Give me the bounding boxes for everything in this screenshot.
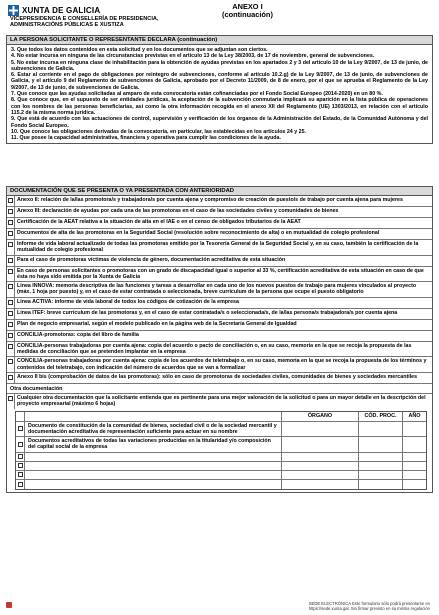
- xunta-emblem-icon: [8, 5, 19, 16]
- documentation-section: [6, 186, 433, 493]
- doc-row: [7, 331, 432, 342]
- cod-proc-cell[interactable]: [358, 437, 402, 452]
- cod-proc-cell[interactable]: [358, 471, 402, 479]
- table-row: [16, 437, 426, 453]
- declaration-title: LA PERSONA SOLICITANTE O REPRESENTANTE DECLARA (continuación): [7, 36, 432, 45]
- doc-checkbox[interactable]: [8, 333, 13, 338]
- doc-checkbox[interactable]: [8, 344, 13, 349]
- doc-row: [7, 267, 432, 283]
- doc-label: Anexo II bis (comprobación de datos de las promotoras): sólo en caso de promotoras de sociedades civiles, comunidades de bienes y sociedades mercantiles: [14, 373, 432, 383]
- doc-label: Cualquier otra documentación que la solicitante entienda que es pertinente para una mejor valoración de la solicitud o para un mayor detalle en la descripción del proyecto empresarial (máximo 6 hojas): [14, 394, 432, 409]
- doc-label: Certificación de la AEAT relativa a la situación de alta en el IAE o en el censo de obligados tributarios de la AEAT: [14, 218, 432, 228]
- ano-cell[interactable]: [402, 422, 426, 437]
- doc-label: En caso de personas solicitantes o promotoras con un grado de discapacidad igual o superior al 33 %, certificación acreditativa de esta situación en caso de que ésta no haya sido emitida por la Xunta de Galicia: [14, 267, 432, 282]
- organo-cell[interactable]: [281, 453, 358, 461]
- declaration-item: 7. Que conoce que las ayudas solicitadas al amparo de esta convocatoria están cofinanciadas por el Fondo Social Europeo (2014-2020) en un 80 %.: [11, 91, 383, 98]
- doc-checkbox[interactable]: [8, 231, 13, 236]
- doc-row: [7, 207, 432, 218]
- doc-label: Plan de negocio empresarial, según el modelo publicado en la página web de la Secretaría General de Igualdad: [14, 320, 432, 330]
- table-row-label-input[interactable]: [24, 462, 281, 470]
- doc-row: [7, 256, 432, 267]
- doc-row-other: [7, 394, 432, 409]
- doc-checkbox[interactable]: [8, 242, 13, 247]
- other-documentation-title: Otra documentación: [7, 384, 432, 394]
- table-row-checkbox[interactable]: [18, 482, 23, 487]
- doc-checkbox[interactable]: [8, 300, 13, 305]
- annex-title: ANEXO I: [232, 2, 263, 11]
- doc-checkbox[interactable]: [8, 198, 13, 203]
- sede-electronica-icon: [6, 602, 12, 608]
- doc-label: Documentos de alta de las promotoras en la Seguridad Social (resolución sobre reconocimiento de alta) o en mutualidad de colegio profesional: [14, 229, 432, 239]
- organo-cell[interactable]: [281, 480, 358, 489]
- declaration-item: 8. Que conoce que, en el supuesto de ser entidades jurídicas, la aceptación de la subvención conmutaria implicará su aparición en la lista pública de operaciones con los nombres de las personas beneficiarias, así como la otra información recogida en el anexo XII del Reglamento (UE) 1303/2013, en relación con el artículo 115.2 de la misma norma jurídica.: [11, 97, 428, 116]
- doc-row: [7, 282, 432, 298]
- doc-label: Anexo III: declaración de ayudas por cada una de las promotoras en el caso de las sociedades civiles y comunidades de bienes: [14, 207, 432, 217]
- doc-row: [7, 196, 432, 207]
- doc-label: CONCILIA-promotoras: copia del libro de familia: [14, 331, 432, 341]
- doc-row: [7, 320, 432, 331]
- column-ano: AÑO: [402, 412, 426, 421]
- table-row-checkbox[interactable]: [18, 454, 23, 459]
- doc-checkbox[interactable]: [8, 284, 13, 289]
- table-row: [16, 422, 426, 438]
- declaration-item: 6. Estar al corriente en el pago de obligaciones por reintegro de subvenciones, conforme al artículo 10.2.g) de la Ley 9/2007, de 13 de junio, de subvenciones de Galicia, y el artículo 9 del Reglamento de subvenciones de Galicia, aprobado por el Decreto 11/2009, de 8 de enero, por el que se aprueba el Reglamento de la Ley 9/2007, de 13 de junio, de subvenciones de Galicia.: [11, 72, 428, 91]
- table-row-checkbox[interactable]: [18, 463, 23, 468]
- doc-checkbox[interactable]: [8, 375, 13, 380]
- annex-subtitle: (continuación): [222, 10, 273, 20]
- footer-text: SEDE ELECTRÓNICA Este formulario sólo podrá presentarse en https://sede.xunta.gal. Sin firmar previsto en su misma regulación: [308, 601, 430, 611]
- brand-name: XUNTA DE GALICIA: [22, 5, 101, 15]
- declaration-section: [6, 35, 433, 144]
- doc-label: CONCILIA-personas trabajadoras por cuenta ajena: copia de los acuerdos de teletrabajo o, en su caso, memoria en la que se recoja la propuesta de los términos y contenidos del teletrabajo, con indicación del número de acuerdos que se van a formalizar: [14, 357, 432, 372]
- previous-docs-table: [15, 411, 427, 490]
- doc-row: [7, 309, 432, 320]
- declaration-item: 9. Que está de acuerdo con las actuaciones de control, supervisión y verificación de los órganos de la Administración del Estado, de la Comunidad Autónoma y del Fondo Social Europeo.: [11, 116, 428, 129]
- column-organo: ÓRGANO: [281, 412, 358, 421]
- table-row-empty: [16, 453, 426, 462]
- documentation-title: DOCUMENTACIÓN QUE SE PRESENTA O YA PRESENTADA CON ANTERIORIDAD: [7, 187, 432, 196]
- doc-label: Para el caso de promotoras víctimas de violencia de género, documentación acreditativa de esta situación: [14, 256, 432, 266]
- table-row-checkbox[interactable]: [18, 472, 23, 477]
- organo-cell[interactable]: [281, 437, 358, 452]
- organo-cell[interactable]: [281, 422, 358, 437]
- doc-label: Anexo II: relación de la/las promotora/s y trabajadora/s por cuenta ajena y compromiso de creación de puesto/s de trabajo por cuenta ajena para mujeres: [14, 196, 432, 206]
- declaration-item: 11. Que posee la capacidad administrativa, financiera y operativa para cumplir las condiciones de la ayuda.: [11, 135, 281, 142]
- ano-cell[interactable]: [402, 437, 426, 452]
- table-row-empty: [16, 480, 426, 489]
- table-row-label: Documento de constitución de la comunidad de bienes, sociedad civil o de la sociedad mercantil y documentación acreditativa de representación suficiente para actuar en su nombre: [24, 422, 281, 437]
- table-row-empty: [16, 462, 426, 471]
- cod-proc-cell[interactable]: [358, 453, 402, 461]
- doc-row: [7, 373, 432, 384]
- doc-row: [7, 218, 432, 229]
- table-header-row: [16, 412, 426, 422]
- ano-cell[interactable]: [402, 471, 426, 479]
- column-cod-proc: CÓD. PROC.: [358, 412, 402, 421]
- table-row-label-input[interactable]: [24, 480, 281, 489]
- ano-cell[interactable]: [402, 453, 426, 461]
- ano-cell[interactable]: [402, 480, 426, 489]
- cod-proc-cell[interactable]: [358, 480, 402, 489]
- doc-checkbox[interactable]: [8, 322, 13, 327]
- doc-checkbox[interactable]: [8, 269, 13, 274]
- doc-label: Informe de vida laboral actualizado de todas las promotoras emitido por la Tesorería General de la Seguridad Social y, en su caso, también la certificación de la mutualidad de colegio profesional: [14, 240, 432, 255]
- declaration-item: 5. No estar incursa en ninguna clase de inhabilitación para la obtención de ayudas previstas en los apartados 2 y 3 del artículo 10 de la Ley 9/2007, de 13 de junio, de subvenciones de Galicia.: [11, 59, 428, 72]
- table-row-checkbox[interactable]: [18, 442, 23, 447]
- ano-cell[interactable]: [402, 462, 426, 470]
- doc-row: [7, 357, 432, 373]
- doc-label: Línea INNOVA: memoria descriptiva de las funciones y tareas a desarrollar en cada uno de los nuevos puestos de trabajo para mujeres vinculados al proyecto (máx. 1 hoja por puesto) y, en el caso de estar contratada o seleccionada, breve currículum de la persona que ocupe el puesto obligatorio: [14, 282, 432, 297]
- table-row-label: Documentos acreditativos de todas las variaciones producidas en la titularidad y/o composición del capital social de la empresa: [24, 437, 281, 452]
- doc-row: [7, 229, 432, 240]
- xunta-logo: [8, 4, 100, 16]
- declaration-item: 3. Que todos los datos contenidos en esta solicitud y en los documentos que se adjuntan son ciertos.: [11, 47, 268, 53]
- doc-checkbox[interactable]: [8, 396, 13, 401]
- doc-row: [7, 298, 432, 309]
- doc-checkbox[interactable]: [8, 209, 13, 214]
- annex-heading: [222, 3, 273, 19]
- table-row-label-input[interactable]: [24, 471, 281, 479]
- table-row-empty: [16, 471, 426, 480]
- doc-label: CONCILIA-personas trabajadoras por cuenta ajena: copia del acuerdo o pacto de conciliación o, en su caso, memoria en la que se recoja la propuesta de las medidas de conciliación que se pretenden implantar en la empresa: [14, 342, 432, 357]
- cod-proc-cell[interactable]: [358, 462, 402, 470]
- page-footer: [6, 601, 433, 613]
- doc-checkbox[interactable]: [8, 258, 13, 263]
- doc-row: [7, 240, 432, 256]
- doc-row: [7, 342, 432, 358]
- doc-label: Línea ACTIVA: informe de vida laboral de todos los códigos de cotización de la empresa: [14, 298, 432, 308]
- table-row-label-input[interactable]: [24, 453, 281, 461]
- doc-checkbox[interactable]: [8, 220, 13, 225]
- cod-proc-cell[interactable]: [358, 422, 402, 437]
- declaration-item: 10. Que conoce las obligaciones derivadas de la convocatoria, en particular, las establecidas en los artículos 24 y 25.: [11, 128, 306, 135]
- doc-checkbox[interactable]: [8, 311, 13, 316]
- page-header: [6, 2, 433, 30]
- department-name: VICEPRESIDENCIA E CONSELLERÍA DE PRESIDENCIA, ADMINISTRACIÓNS PÚBLICAS E XUSTIZA: [10, 16, 159, 29]
- declaration-item: 4. No estar incursa en ninguna de las circunstancias previstas en el artículo 13 de la Ley 38/2003, de 17 de noviembre, general de subvenciones.: [11, 53, 375, 60]
- declaration-list: [7, 45, 432, 143]
- doc-checkbox[interactable]: [8, 359, 13, 364]
- table-row-checkbox[interactable]: [18, 426, 23, 431]
- doc-label: Línea ITEF: breve currículum de las promotoras y, en el caso de estar contratada/s o seleccionada/s, de la/las persona/s trabajadora/s por cuenta ajena: [14, 309, 432, 319]
- organo-cell[interactable]: [281, 471, 358, 479]
- organo-cell[interactable]: [281, 462, 358, 470]
